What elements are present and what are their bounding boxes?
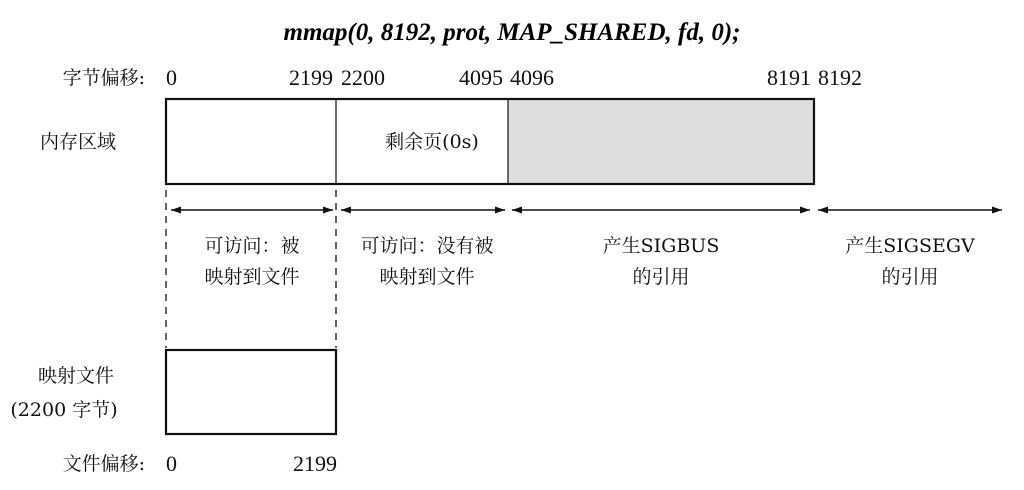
region-remaining-line2: 映射到文件	[379, 266, 475, 288]
byte-offset-2199: 2199	[289, 65, 333, 90]
region-sigbus-line1: 产生SIGBUS	[602, 235, 720, 257]
byte-offset-8191: 8191	[767, 65, 811, 90]
region-mapped-line2: 映射到文件	[204, 266, 300, 288]
file-offset-2199: 2199	[293, 451, 337, 476]
mapped-file-box	[166, 350, 336, 434]
region-sigsegv-line2: 的引用	[881, 266, 939, 288]
byte-offset-4096: 4096	[510, 65, 554, 90]
diagram-title: mmap(0, 8192, prot, MAP_SHARED, fd, 0);	[283, 19, 741, 46]
region-remaining-line1: 可访问：没有被	[360, 235, 494, 257]
mapped-file-label: 映射文件	[37, 365, 115, 387]
region-sigbus-line2: 的引用	[632, 266, 690, 288]
sigbus-shaded-region	[508, 99, 814, 184]
byte-offset-4095: 4095	[459, 65, 503, 90]
byte-offset-label: 字节偏移:	[62, 67, 145, 89]
region-mapped-line1: 可访问：被	[204, 235, 300, 257]
region-sigsegv-line1: 产生SIGSEGV	[845, 235, 975, 257]
file-offset-0: 0	[166, 451, 177, 476]
byte-offset-0: 0	[166, 65, 177, 90]
file-offset-label: 文件偏移:	[62, 453, 145, 475]
memory-region-label: 内存区域	[39, 131, 117, 153]
byte-offset-2200: 2200	[341, 65, 385, 90]
mapped-file-size-label: (2200 字节)	[10, 399, 118, 421]
remaining-page-label: 剩余页(0s)	[385, 131, 479, 153]
byte-offset-8192: 8192	[818, 65, 862, 90]
